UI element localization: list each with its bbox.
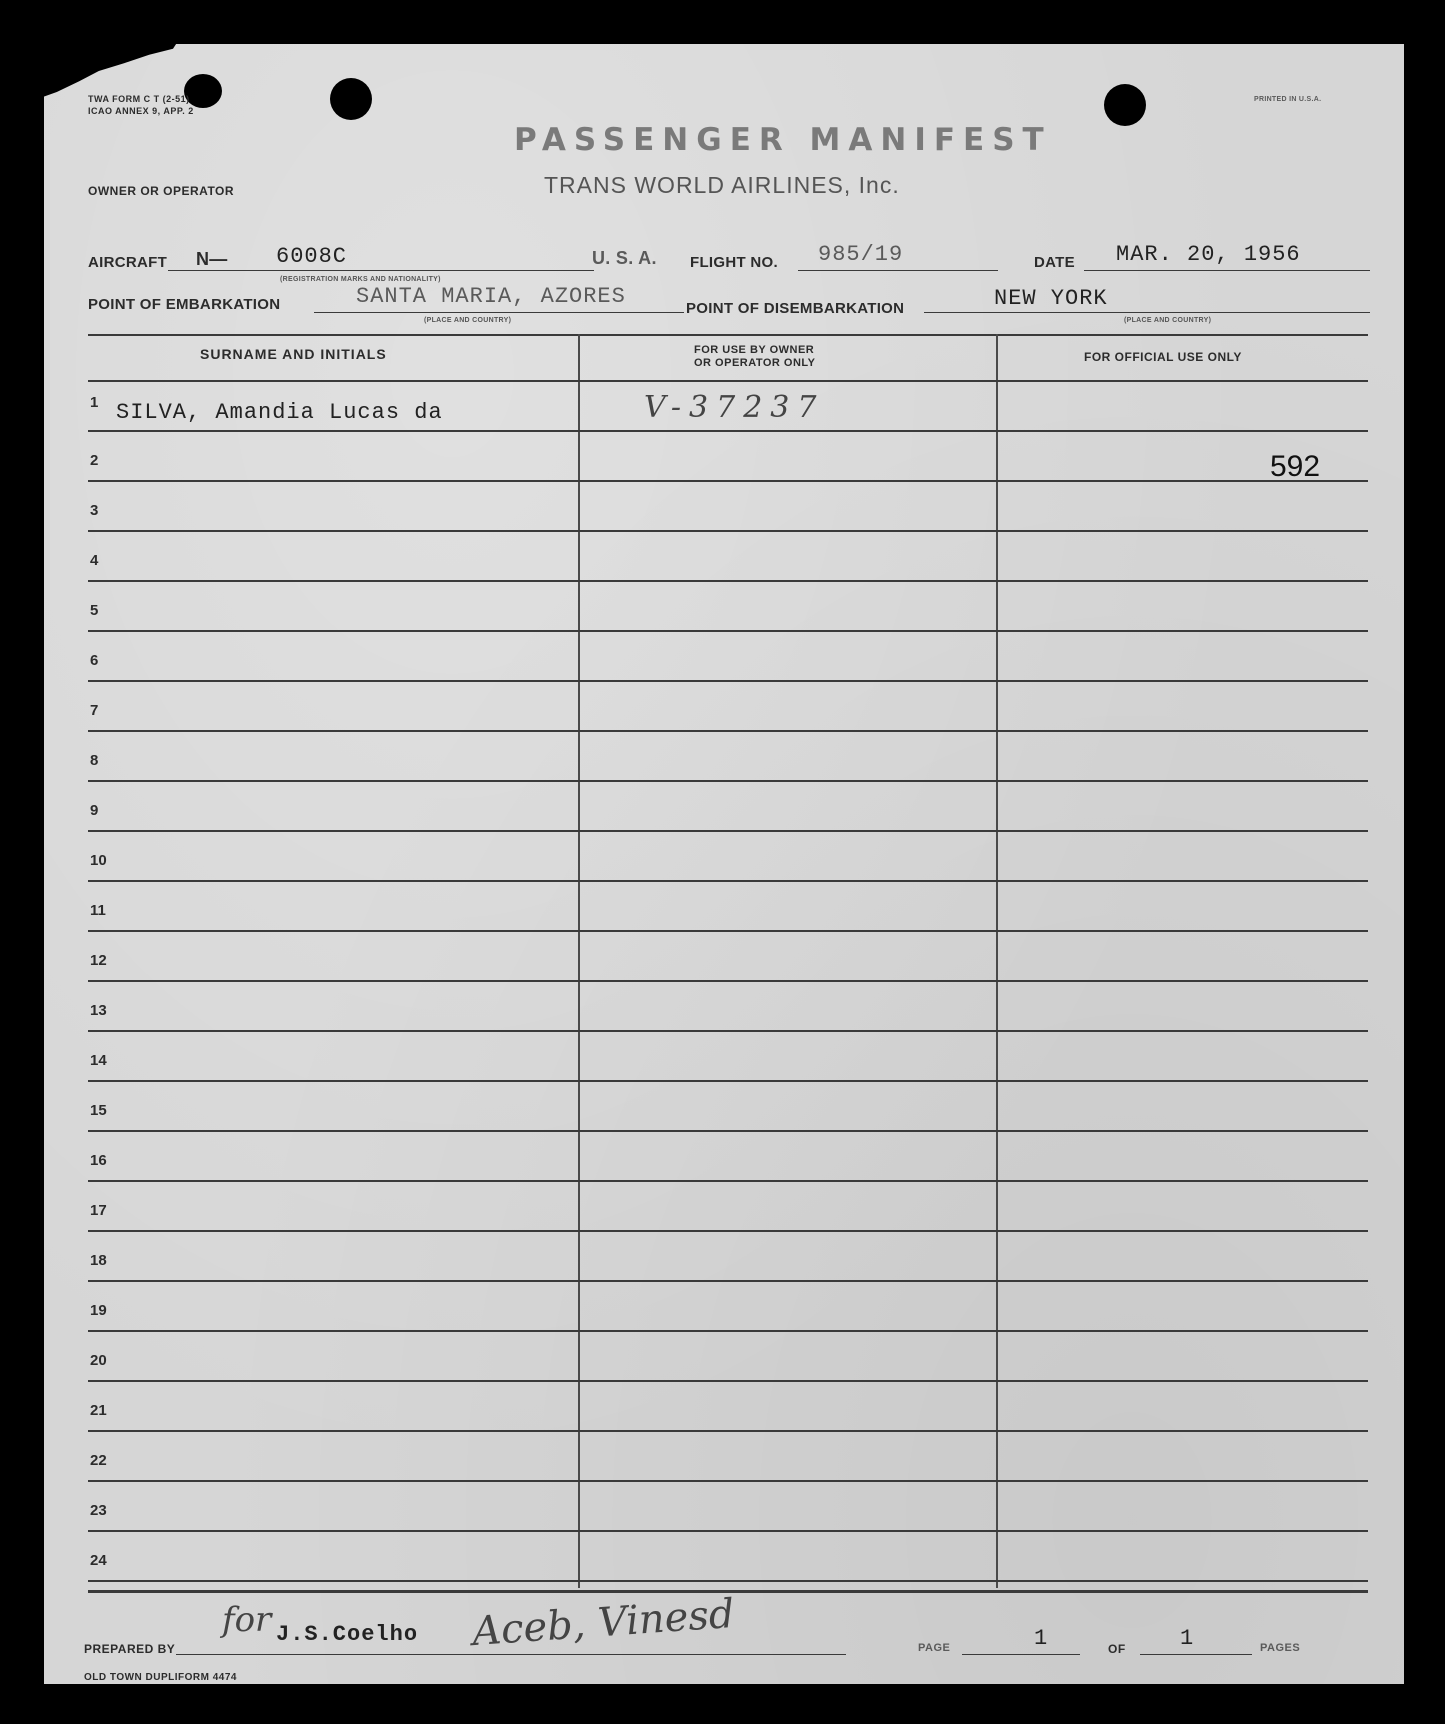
aircraft-value: 6008C	[276, 244, 348, 269]
owner-operator-label: OWNER OR OPERATOR	[88, 184, 235, 198]
manifest-title: PASSENGER MANIFEST	[514, 122, 1052, 158]
date-underline	[1084, 270, 1370, 271]
row-rule	[88, 480, 1368, 482]
aircraft-label: AIRCRAFT	[88, 254, 168, 271]
aircraft-prefix: N—	[196, 249, 228, 269]
place-note-2: (PLACE AND COUNTRY)	[1124, 317, 1212, 324]
row-rule	[88, 430, 1368, 432]
col-divider-1	[578, 334, 580, 1588]
row-rule	[88, 1130, 1368, 1132]
row-number: 18	[90, 1252, 107, 1269]
row-number: 19	[90, 1302, 107, 1319]
row-number: 17	[90, 1202, 107, 1219]
row-rule	[88, 1030, 1368, 1032]
row-rule	[88, 730, 1368, 732]
embark-value: SANTA MARIA, AZORES	[356, 284, 626, 309]
of-underline	[1140, 1654, 1252, 1655]
row-number: 10	[90, 852, 107, 869]
pages-label: PAGES	[1260, 1642, 1301, 1654]
row-number: 11	[90, 902, 106, 919]
prepared-label: PREPARED BY	[84, 1642, 176, 1656]
form-id-line2: ICAO ANNEX 9, APP. 2	[88, 106, 194, 116]
prepared-underline	[176, 1654, 846, 1655]
col1-header: SURNAME AND INITIALS	[200, 346, 387, 362]
row-number: 14	[90, 1052, 107, 1069]
row-number: 15	[90, 1102, 107, 1119]
prepared-for: for	[222, 1600, 272, 1640]
page-underline	[962, 1654, 1080, 1655]
row-rule	[88, 830, 1368, 832]
date-label: DATE	[1034, 254, 1075, 271]
row-number: 9	[90, 802, 99, 819]
row-number: 22	[90, 1452, 107, 1469]
registration-note: (REGISTRATION MARKS AND NATIONALITY)	[280, 276, 441, 283]
flight-value: 985/19	[818, 242, 904, 267]
prepared-name: J.S.Coelho	[276, 1622, 419, 1647]
of-value: 1	[1180, 1626, 1195, 1651]
row-rule	[88, 1280, 1368, 1282]
passenger-name: SILVA, Amandia Lucas da	[116, 400, 443, 425]
row-rule	[88, 880, 1368, 882]
row-rule	[88, 630, 1368, 632]
embark-label: POINT OF EMBARKATION	[88, 296, 281, 313]
row-number: 13	[90, 1002, 107, 1019]
row-number: 21	[90, 1402, 107, 1419]
embark-underline	[314, 312, 684, 313]
row-number: 7	[90, 702, 99, 719]
row-rule	[88, 1080, 1368, 1082]
airline-name: TRANS WORLD AIRLINES, Inc.	[544, 172, 900, 198]
row-number: 16	[90, 1152, 107, 1169]
row-rule	[88, 1330, 1368, 1332]
col-divider-2	[996, 334, 998, 1588]
row-rule	[88, 530, 1368, 532]
date-value: MAR. 20, 1956	[1116, 242, 1301, 267]
disembark-underline	[924, 312, 1370, 313]
owner-use-entry: V-37237	[644, 390, 825, 425]
punch-hole-right	[1104, 84, 1146, 126]
row-rule	[88, 1380, 1368, 1382]
row-rule	[88, 680, 1368, 682]
flight-underline	[798, 270, 998, 271]
form-id-line1: TWA FORM C T (2-51)	[88, 94, 190, 104]
punch-hole-left	[330, 78, 372, 120]
row-number: 20	[90, 1352, 107, 1369]
nationality: U. S. A.	[592, 248, 657, 268]
row-number: 24	[90, 1552, 107, 1569]
disembark-label: POINT OF DISEMBARKATION	[686, 300, 905, 317]
place-note: (PLACE AND COUNTRY)	[424, 317, 512, 324]
header-rule	[88, 380, 1368, 382]
page-value: 1	[1034, 1626, 1049, 1651]
torn-corner	[40, 38, 180, 98]
table-top-rule	[88, 334, 1368, 336]
row-rule	[88, 1530, 1368, 1532]
of-label: OF	[1108, 1642, 1126, 1656]
manifest-sheet	[44, 44, 1404, 1684]
printer-note: OLD TOWN DUPLIFORM 4474	[84, 1672, 237, 1683]
printed-note: PRINTED IN U.S.A.	[1254, 96, 1322, 103]
row-rule	[88, 580, 1368, 582]
row-rule	[88, 780, 1368, 782]
punch-hole-corner	[184, 74, 222, 108]
row-number: 8	[90, 752, 99, 769]
row-rule	[88, 1430, 1368, 1432]
row-rule	[88, 1230, 1368, 1232]
row-rule	[88, 980, 1368, 982]
col2-header-line2: OR OPERATOR ONLY	[694, 357, 816, 369]
row-rule	[88, 1180, 1368, 1182]
row-rule	[88, 1580, 1368, 1582]
row-number: 2	[90, 452, 99, 469]
col3-header: FOR OFFICIAL USE ONLY	[1084, 350, 1242, 364]
row-number: 6	[90, 652, 99, 669]
row-number: 3	[90, 502, 99, 519]
row-rule	[88, 1480, 1368, 1482]
row-number: 5	[90, 602, 99, 619]
flight-label: FLIGHT NO.	[690, 254, 778, 271]
disembark-value: NEW YORK	[994, 286, 1108, 311]
row-number: 1	[90, 394, 99, 411]
row-number: 4	[90, 552, 99, 569]
row-number: 23	[90, 1502, 107, 1519]
signature: Aceb, Vinesd	[470, 1590, 736, 1656]
col2-header-line1: FOR USE BY OWNER	[694, 344, 815, 356]
page-label: PAGE	[918, 1642, 951, 1654]
official-use-entry: 592	[1270, 450, 1321, 483]
aircraft-underline	[168, 270, 594, 271]
row-rule	[88, 930, 1368, 932]
row-number: 12	[90, 952, 107, 969]
